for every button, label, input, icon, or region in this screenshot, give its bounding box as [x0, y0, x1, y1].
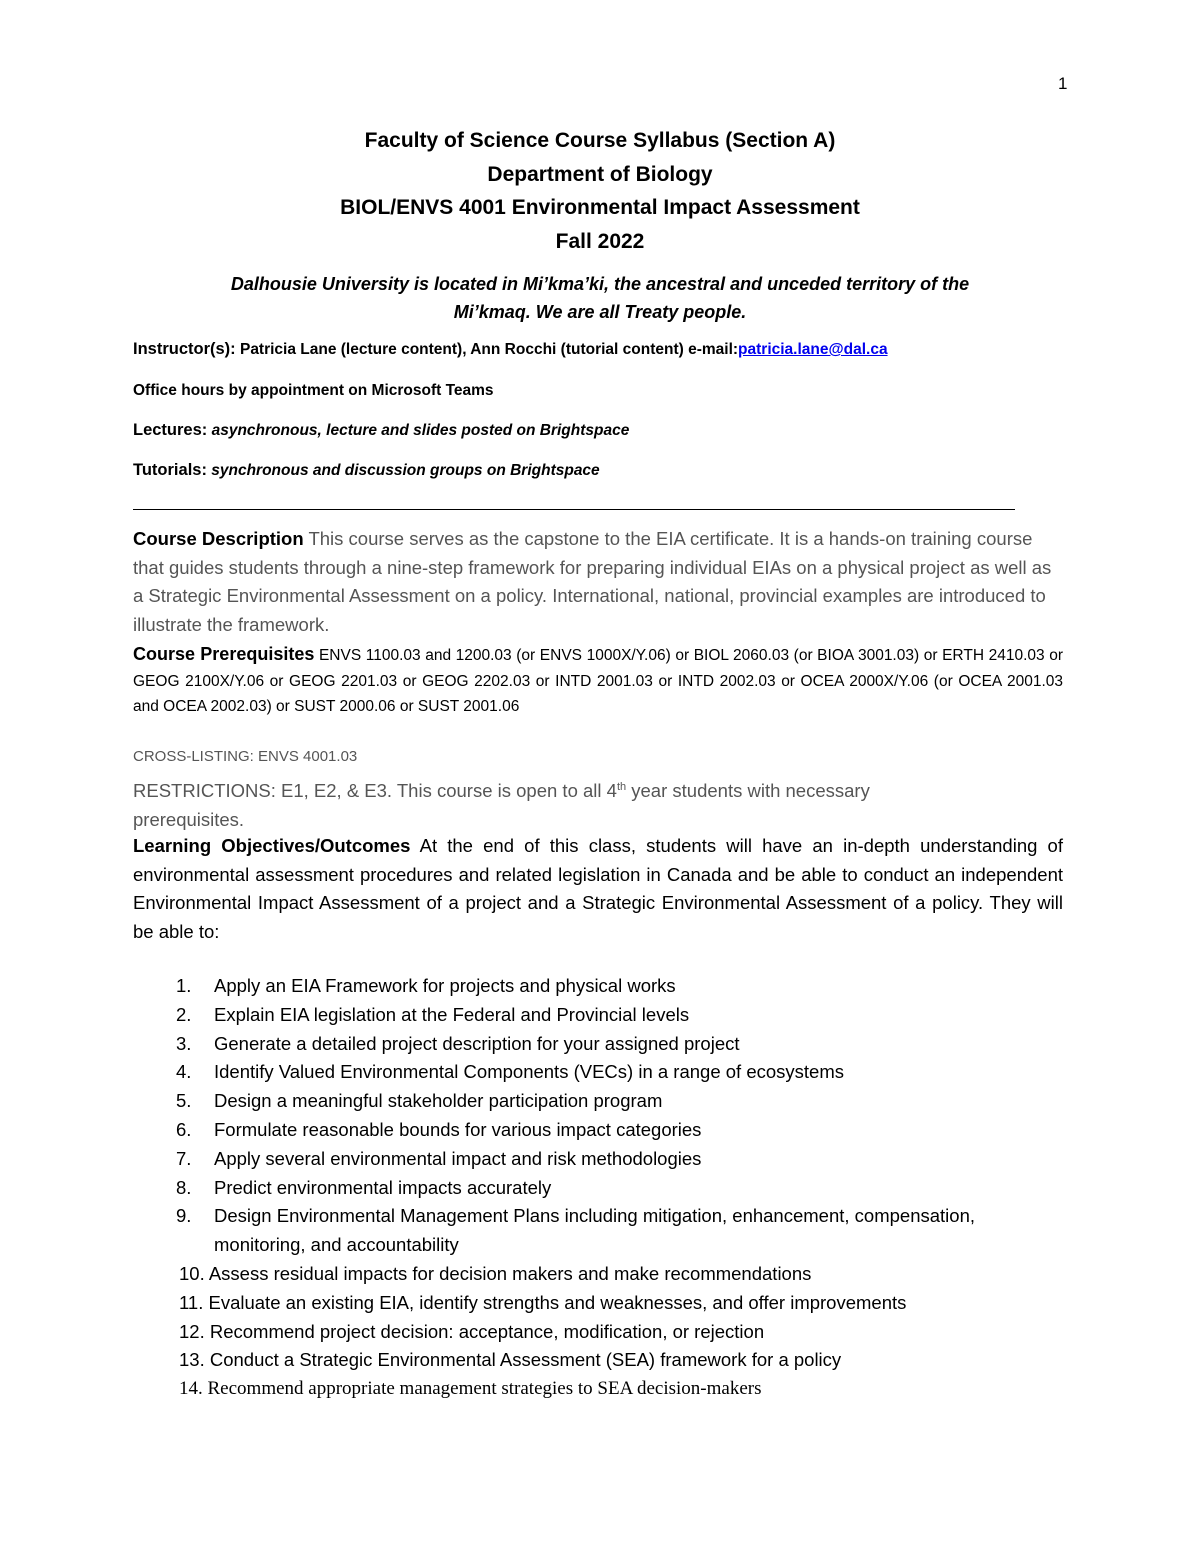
list-item-number: 1.: [176, 975, 192, 996]
list-item-text: Apply an EIA Framework for projects and physical works: [214, 975, 676, 996]
list-item: [179, 1289, 1053, 1318]
course-description-text: This course serves as the capstone to the EIA certificate. It is a hands-on training course that guides students through a nine-step framework for preparing individual EIAs on a physical project as well as a Strategic Environmental Assessment on a policy. International, national, provincial examples are introduced to illustrate the framework.: [133, 528, 1052, 635]
course-prerequisites: [133, 642, 1063, 720]
list-item-number: 4.: [176, 1061, 192, 1083]
instructors-line: [133, 340, 888, 359]
restrictions-line2: prerequisites.: [133, 808, 245, 830]
list-item-number: 9.: [176, 1205, 192, 1227]
page-number: 1: [1058, 74, 1068, 93]
list-item: [133, 1087, 1053, 1116]
land-acknowledgement: [120, 270, 1080, 326]
course-prerequisites-text: ENVS 1100.03 and 1200.03 (or ENVS 1000X/Y.06) or BIOL 2060.03 (or BIOA 3001.03) or ERTH 2410.03 or GEOG 2100X/Y.06 or GEOG 2201.03 or GEOG 2202.03 or INTD 2001.03 or INTD 2002.03 or OCEA 2000X/Y.06 (or OCEA 2001.03 and OCEA 2002.03) or SUST 2000.06 or SUST 2001.06: [133, 647, 1063, 715]
course-description: [133, 525, 1063, 639]
list-item-text: Predict environmental impacts accurately: [214, 1176, 552, 1198]
course-prerequisites-label: Course Prerequisites: [133, 644, 315, 664]
land-acknowledgement-line1: Dalhousie University is located in Mi’kma’ki, the ancestral and unceded territory of the: [230, 274, 970, 294]
learning-objectives-text: At the end of this class, students will have an in-depth understanding of environmental assessment procedures and related legislation in Canada and be able to conduct an independent Environmental Impact Assessment of a project and a Strategic Environmental Assessment of a policy. They will be able to:: [133, 835, 1063, 942]
list-item-number: 14.: [179, 1378, 208, 1400]
list-item-number: 7.: [176, 1147, 192, 1169]
restrictions-text-after: year students with necessary: [626, 780, 870, 802]
land-acknowledgement-line2: Mi’kmaq. We are all Treaty people.: [453, 302, 747, 322]
list-item: [133, 1001, 1053, 1030]
list-item-text: Assess residual impacts for decision makers and make recommendations: [208, 1262, 812, 1284]
lectures-label: Lectures:: [133, 421, 208, 439]
restrictions-text: RESTRICTIONS: E1, E2, & E3. This course is open to all 4: [133, 780, 617, 802]
list-item-number: 8.: [176, 1176, 192, 1198]
list-item: [133, 1058, 1053, 1087]
instructors-text: Patricia Lane (lecture content), Ann Rocchi (tutorial content) e-mail:: [235, 341, 739, 358]
list-item-text: Recommend project decision: acceptance, modification, or rejection: [209, 1320, 765, 1342]
tutorials-line: [133, 461, 600, 480]
list-item-text: Design Environmental Management Plans including mitigation, enhancement, compensation, monitoring, and accountability: [214, 1205, 975, 1256]
list-item-text: Identify Valued Environmental Components (VECs) in a range of ecosystems: [214, 1061, 844, 1083]
restrictions-superscript: th: [616, 781, 627, 793]
list-item: [133, 1202, 1053, 1260]
list-item: [133, 972, 1053, 1001]
list-item-text: Apply several environmental impact and risk methodologies: [214, 1147, 702, 1169]
list-item: [179, 1375, 1053, 1404]
objectives-list: [133, 972, 1053, 1404]
restrictions: [133, 773, 1063, 834]
list-item-text: Generate a detailed project description for your assigned project: [214, 1032, 740, 1054]
office-hours-line: [133, 381, 494, 400]
list-item-number: 13.: [179, 1349, 210, 1371]
list-item-text: Recommend appropriate management strategies to SEA decision-makers: [207, 1378, 762, 1400]
department-title: Department of Biology: [487, 162, 713, 186]
list-item-number: 5.: [176, 1090, 192, 1112]
learning-objectives-label: Learning Objectives/Outcomes: [133, 835, 411, 856]
term-title: Fall 2022: [555, 229, 645, 253]
office-hours-text: Office hours by appointment on Microsoft Teams: [133, 382, 494, 399]
lectures-text: asynchronous, lecture and slides posted on Brightspace: [207, 422, 630, 439]
list-item: [179, 1260, 1053, 1289]
learning-objectives: [133, 832, 1063, 946]
list-item-number: 12.: [179, 1320, 210, 1342]
tutorials-label: Tutorials:: [133, 461, 207, 479]
lectures-line: [133, 421, 629, 440]
list-item: [179, 1318, 1053, 1347]
instructors-label: Instructor(s):: [133, 340, 236, 358]
list-item: [133, 1145, 1053, 1174]
cross-listing: CROSS-LISTING: ENVS 4001.03: [133, 748, 358, 765]
instructor-email-link[interactable]: patricia.lane@dal.ca: [738, 341, 888, 358]
course-description-label: Course Description: [133, 528, 304, 549]
list-item: [133, 1116, 1053, 1145]
list-item-text: Design a meaningful stakeholder participation program: [214, 1090, 663, 1112]
tutorials-text: synchronous and discussion groups on Brightspace: [206, 462, 600, 479]
section-divider: [133, 509, 1015, 510]
list-item-number: 2.: [176, 1003, 192, 1025]
syllabus-header: [0, 124, 1200, 258]
list-item: [133, 1174, 1053, 1203]
list-item-number: 10.: [179, 1262, 209, 1284]
faculty-title: Faculty of Science Course Syllabus (Section A): [364, 129, 836, 152]
list-item-text: Explain EIA legislation at the Federal and Provincial levels: [214, 1003, 690, 1025]
list-item-number: 3.: [176, 1032, 192, 1054]
course-title: BIOL/ENVS 4001 Environmental Impact Assessment: [340, 196, 860, 219]
list-item-number: 6.: [176, 1118, 192, 1140]
list-item: [133, 1030, 1053, 1059]
list-item-text: Conduct a Strategic Environmental Assessment (SEA) framework for a policy: [209, 1349, 842, 1371]
list-item: [179, 1346, 1053, 1375]
list-item-text: Formulate reasonable bounds for various impact categories: [214, 1118, 702, 1140]
list-item-text: Evaluate an existing EIA, identify strengths and weaknesses, and offer improvements: [208, 1291, 907, 1313]
list-item-number: 11.: [179, 1291, 209, 1313]
